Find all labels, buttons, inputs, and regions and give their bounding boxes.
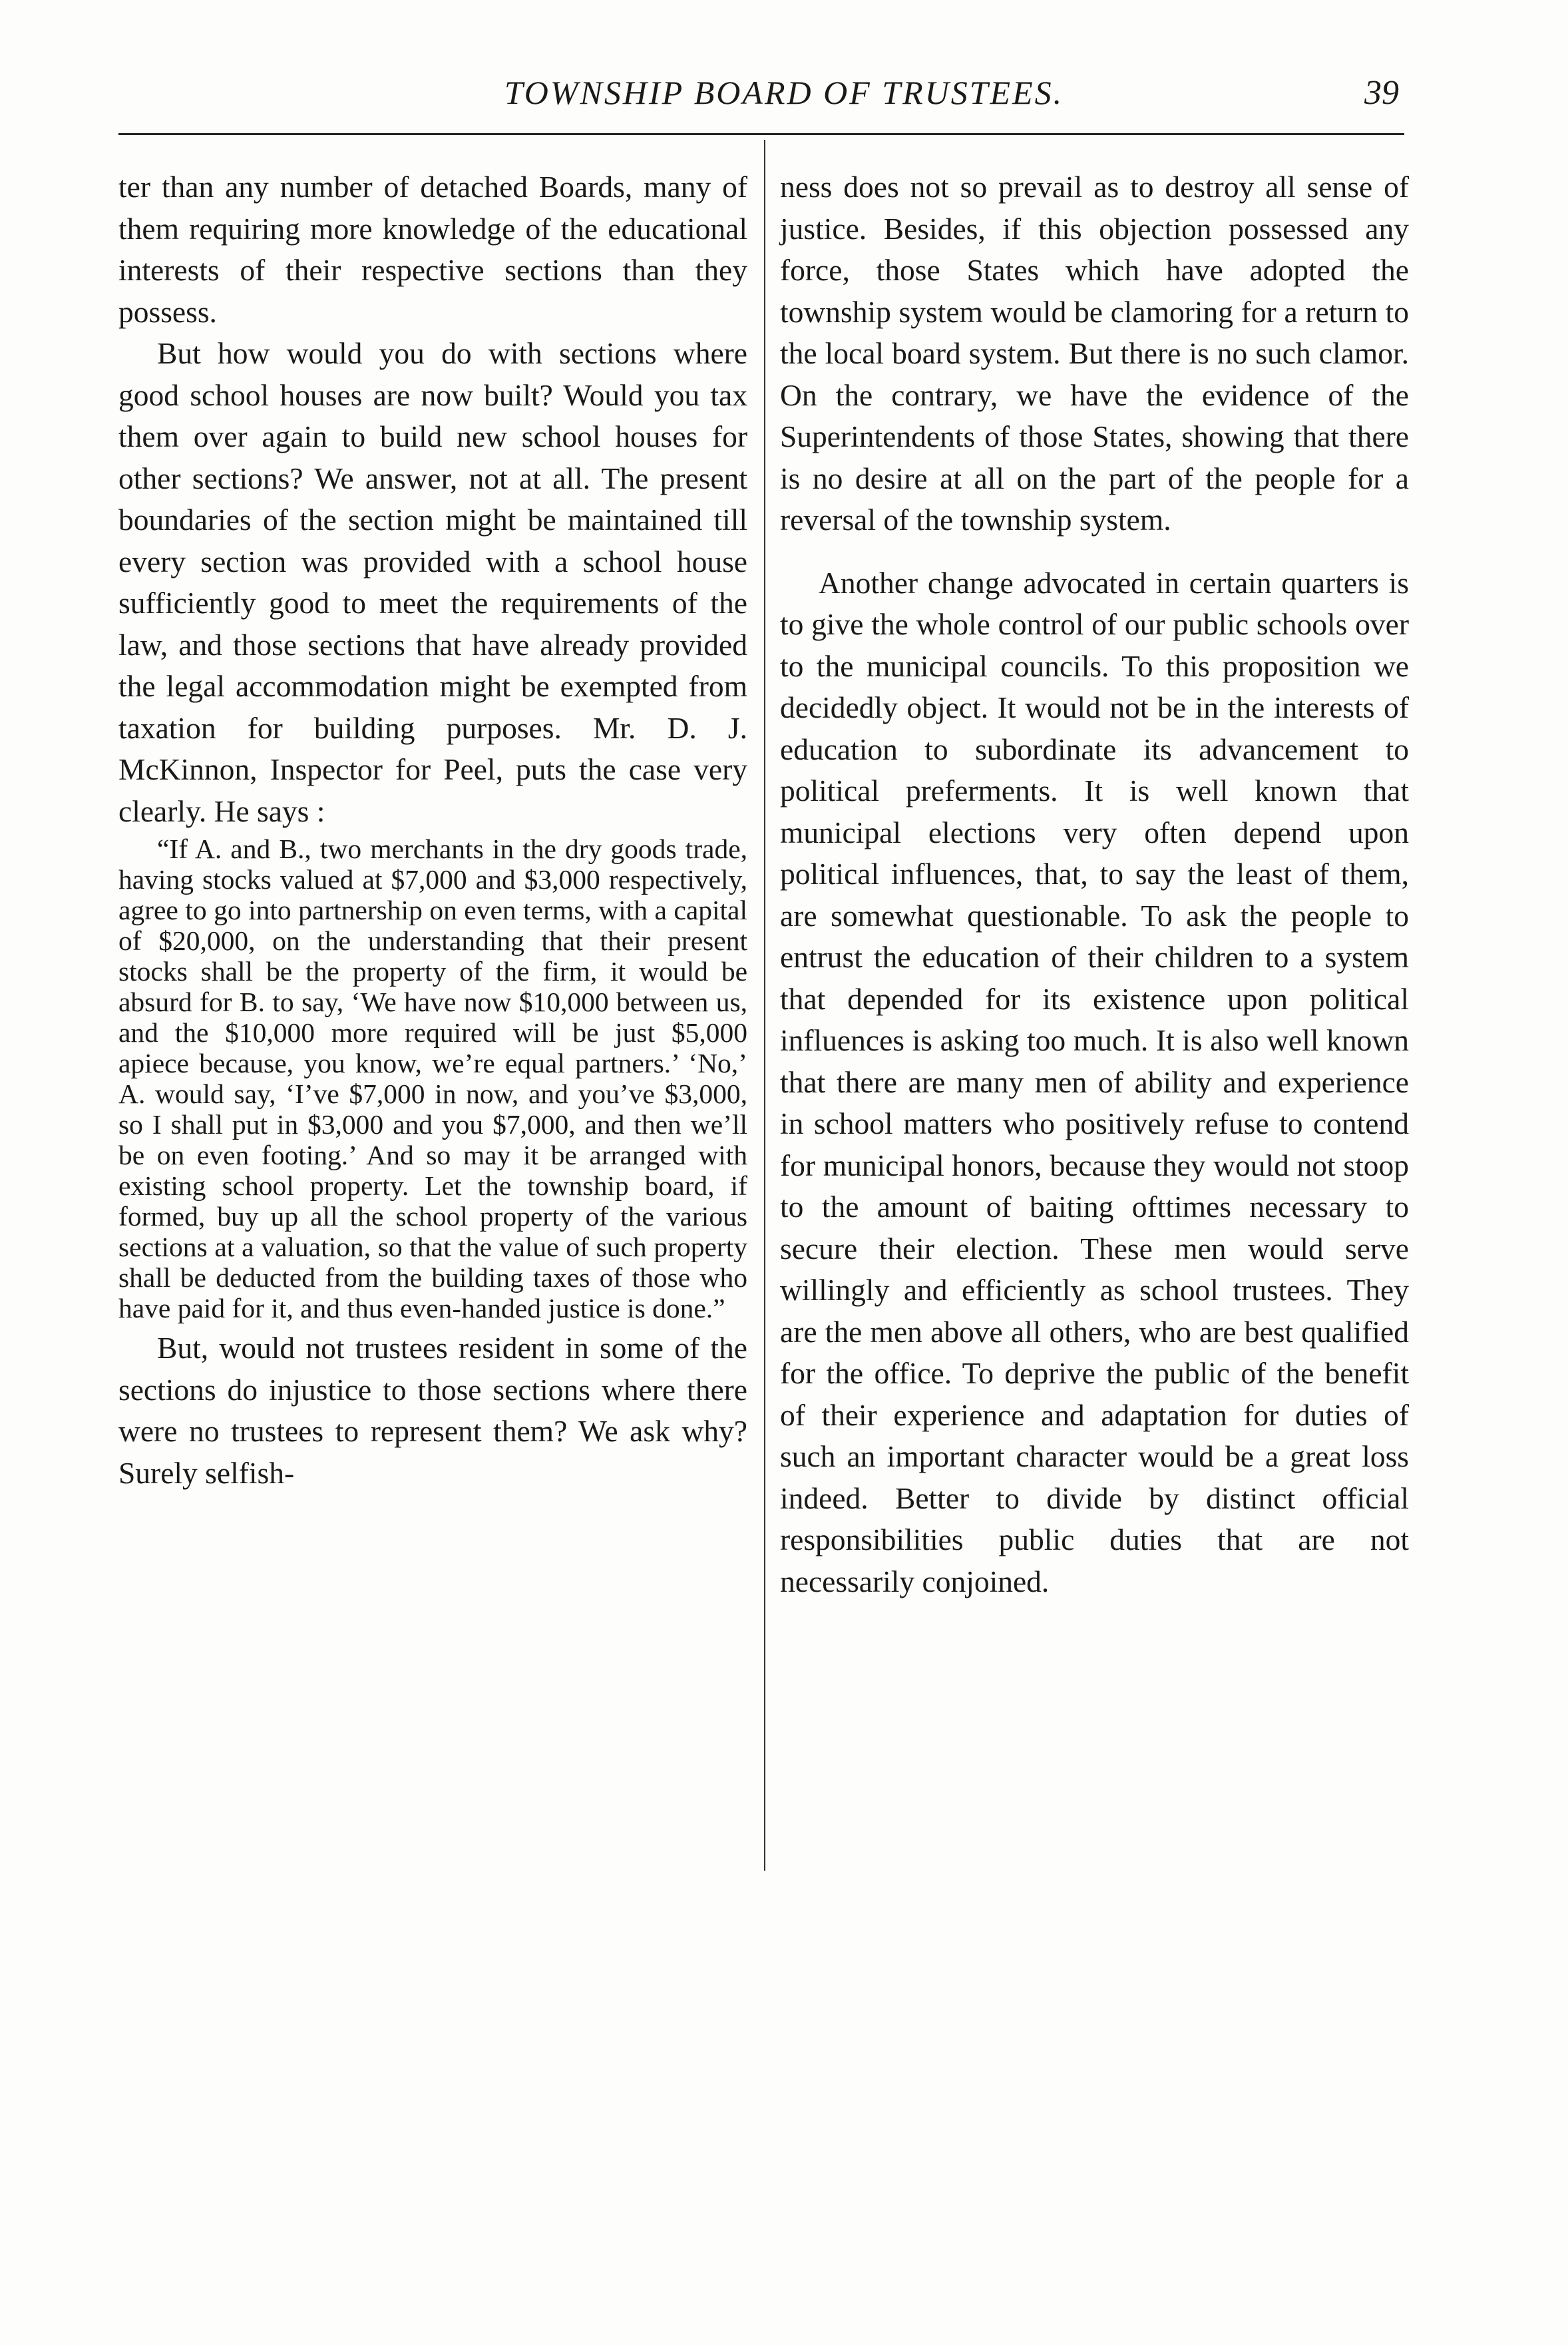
right-paragraph-2: Another change advocated in certain quarters is to give the whole control of our public schools over to the municipal councils. To this proposition we decidedly object. It would not be in the interests of education to subordinate its advancement to political preferments. It is well known that municipal elections very often depend upon political influences, that, to say the least of them, are somewhat questionable. To ask the people to entrust the education of their children to a system that depended for its existence upon political influences is asking too much. It is also well known that there are many men of ability and experience in school matters who positively refuse to contend for municipal honors, because they would not stoop to the amount of baiting ofttimes necessary to secure their election. These men would serve willingly and efficiently as school trustees. They are the men above all others, who are best qualified for the office. To deprive the public of the benefit of their experience and adaptation for duties of such an important character would be a great loss indeed. Better to divide by distinct official responsibilities public duties that are not necessarily conjoined.	[780, 565, 1409, 1598]
left-paragraph-1: ter than any number of detached Boards, many of them requiring more knowledge of the educational interests of their respective sections than they possess.	[118, 170, 747, 329]
running-title: TOWNSHIP BOARD OF TRUSTEES.	[504, 74, 1064, 111]
left-paragraph-3: But, would not trustees resident in some of the sections do injustice to those sections where there were no trustees to represent them? We ask why? Surely selfish-	[118, 1331, 747, 1490]
page-number: 39	[1364, 74, 1399, 112]
right-column	[780, 166, 1409, 1602]
left-paragraph-2: But how would you do with sections where good school houses are now built? Would you tax them over again to build new school houses for other sections? We answer, not at all. The present boundaries of the section might be maintained till every section was provided with a school house sufficiently good to meet the requirements of the law, and those sections that have already provided the legal accommodation might be exempted from taxation for building purposes. Mr. D. J. McKinnon, Inspector for Peel, puts the case very clearly. He says :	[118, 336, 747, 828]
right-paragraph-1: ness does not so prevail as to destroy all sense of justice. Besides, if this objection possessed any force, those States which have adopted the township system would be clamoring for a return to the local board system. But there is no such clamor. On the contrary, we have the evidence of the Superintendents of those States, showing that there is no desire at all on the part of the people for a reversal of the township system.	[780, 170, 1409, 537]
column-divider	[764, 140, 765, 1871]
page-header	[0, 73, 1568, 126]
left-column	[118, 166, 747, 1494]
block-quote: “If A. and B., two merchants in the dry goods trade, having stocks valued at $7,000 and $3,000 respectively, agree to go into partnership on even terms, with a capital of $20,000, on the understanding that their present stocks shall be the property of the firm, it would be absurd for B. to say, ‘We have now $10,000 between us, and the $10,000 more required will be just $5,000 apiece because, you know, we’re equal partners.’ ‘No,’ A. would say, ‘I’ve $7,000 in now, and you’ve $3,000, so I shall put in $3,000 and you $7,000, and then we’ll be on even footing.’ And so may it be arranged with existing school property. Let the township board, if formed, buy up all the school property of the various sections at a valuation, so that the value of such property shall be deducted from the building taxes of those who have paid for it, and thus even-handed justice is done.”	[118, 833, 747, 1323]
header-rule	[118, 133, 1404, 135]
